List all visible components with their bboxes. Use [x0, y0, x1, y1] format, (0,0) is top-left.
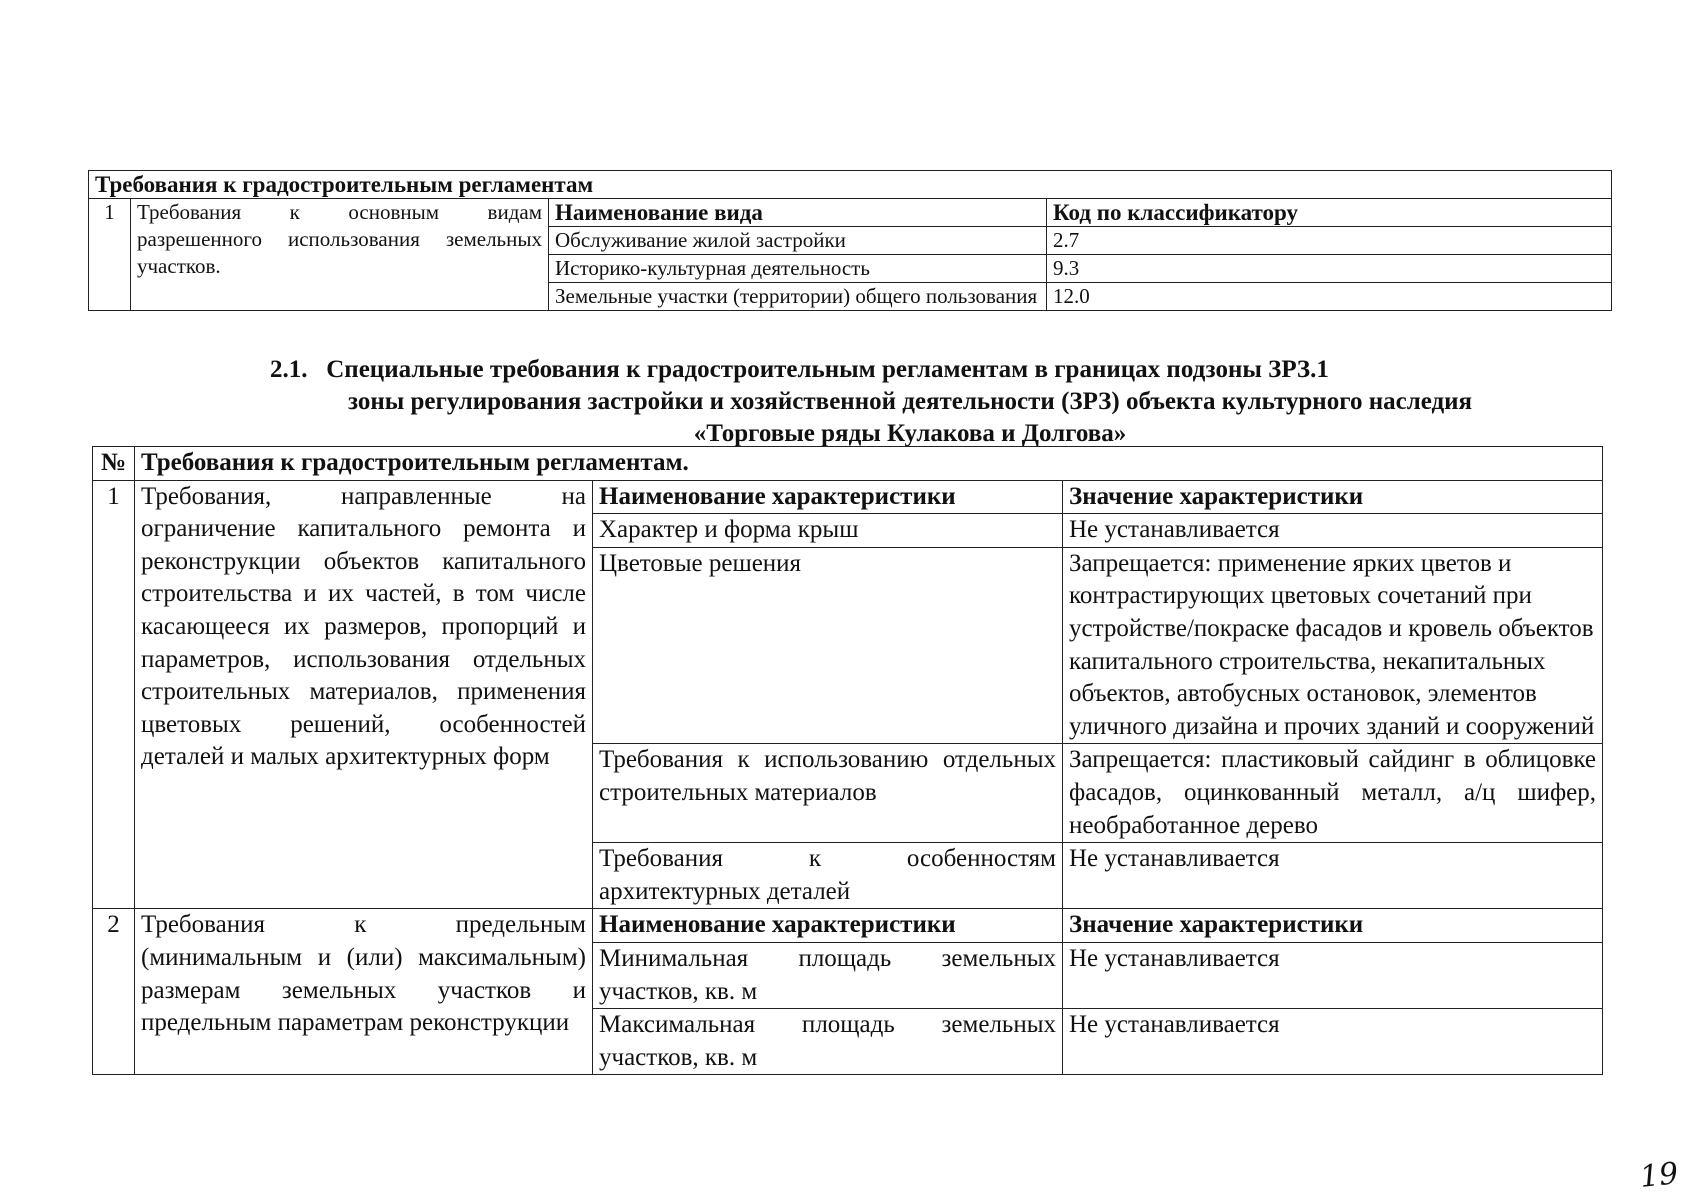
characteristic-name: Характер и форма крыш — [593, 514, 1063, 548]
section-heading-line-1: 2.1. Специальные требования к градостроительным регламентам в границах подзоны ЗРЗ.1 — [270, 356, 1329, 383]
characteristic-value: Не устанавливается — [1063, 843, 1603, 909]
characteristic-value-header: Значение характеристики — [1063, 909, 1603, 943]
section-heading-line-2: зоны регулирования застройки и хозяйственной деятельности (ЗРЗ) объекта культурного наследия — [347, 388, 1473, 415]
characteristic-value: Не устанавливается — [1063, 514, 1603, 548]
table1-col-code-header: Код по классификатору — [1047, 199, 1612, 227]
characteristic-value: Не устанавливается — [1063, 1009, 1603, 1075]
characteristic-value: Запрещается: применение ярких цветов и контрастирующих цветовых сочетаний при устройстве/покраске фасадов и кровель объектов капитального строительства, некапитальных объектов, автобусных остановок, элементов уличного дизайна и прочих зданий и сооружений — [1063, 547, 1603, 744]
table2-header: Требования к градостроительным регламентам. — [135, 447, 1603, 481]
use-type-code: 9.3 — [1047, 255, 1612, 283]
table2-requirement: Требования, направленные на ограничение капитального ремонта и реконструкции объектов капитального строительства и их частей, в том числе касающееся их размеров, пропорций и параметров, использования отдельных строительных материалов, применения цветовых решений, особенностей деталей и малых архитектурных форм — [135, 480, 593, 909]
characteristic-value: Не устанавливается — [1063, 942, 1603, 1008]
table2-row-number: 1 — [93, 480, 135, 909]
section-heading — [260, 354, 1560, 450]
section-heading-line-3: «Торговые ряды Кулакова и Долгова» — [693, 420, 1127, 447]
use-type-code: 2.7 — [1047, 227, 1612, 255]
characteristic-name: Требования к использованию отдельных строительных материалов — [593, 744, 1063, 843]
characteristic-name-header: Наименование характеристики — [593, 480, 1063, 514]
table2-requirement: Требования к предельным (минимальным и (или) максимальным) размерам земельных участков и предельным параметрам реконструкции — [135, 909, 593, 1075]
characteristic-value-header: Значение характеристики — [1063, 480, 1603, 514]
permitted-use-table — [88, 170, 1612, 311]
table1-col-name-header: Наименование вида — [549, 199, 1047, 227]
use-type-name: Обслуживание жилой застройки — [549, 227, 1047, 255]
table2-number-header: № — [93, 447, 135, 481]
table1-row-number: 1 — [89, 199, 131, 311]
characteristic-name: Максимальная площадь земельных участков, кв. м — [593, 1009, 1063, 1075]
table2-row-number: 2 — [93, 909, 135, 1075]
characteristic-name: Цветовые решения — [593, 547, 1063, 744]
use-type-name: Земельные участки (территории) общего пользования — [549, 283, 1047, 311]
use-type-code: 12.0 — [1047, 283, 1612, 311]
characteristic-name-header: Наименование характеристики — [593, 909, 1063, 943]
special-requirements-table — [92, 446, 1603, 1075]
characteristic-name: Требования к особенностям архитектурных деталей — [593, 843, 1063, 909]
table1-requirement: Требования к основным видам разрешенного использования земельных участков. — [131, 199, 549, 311]
page-number: 19 — [1638, 1156, 1680, 1195]
table1-header: Требования к градостроительным регламентам — [89, 171, 1612, 199]
characteristic-name: Минимальная площадь земельных участков, кв. м — [593, 942, 1063, 1008]
characteristic-value: Запрещается: пластиковый сайдинг в облицовке фасадов, оцинкованный металл, а/ц шифер, необработанное дерево — [1063, 744, 1603, 843]
use-type-name: Историко-культурная деятельность — [549, 255, 1047, 283]
